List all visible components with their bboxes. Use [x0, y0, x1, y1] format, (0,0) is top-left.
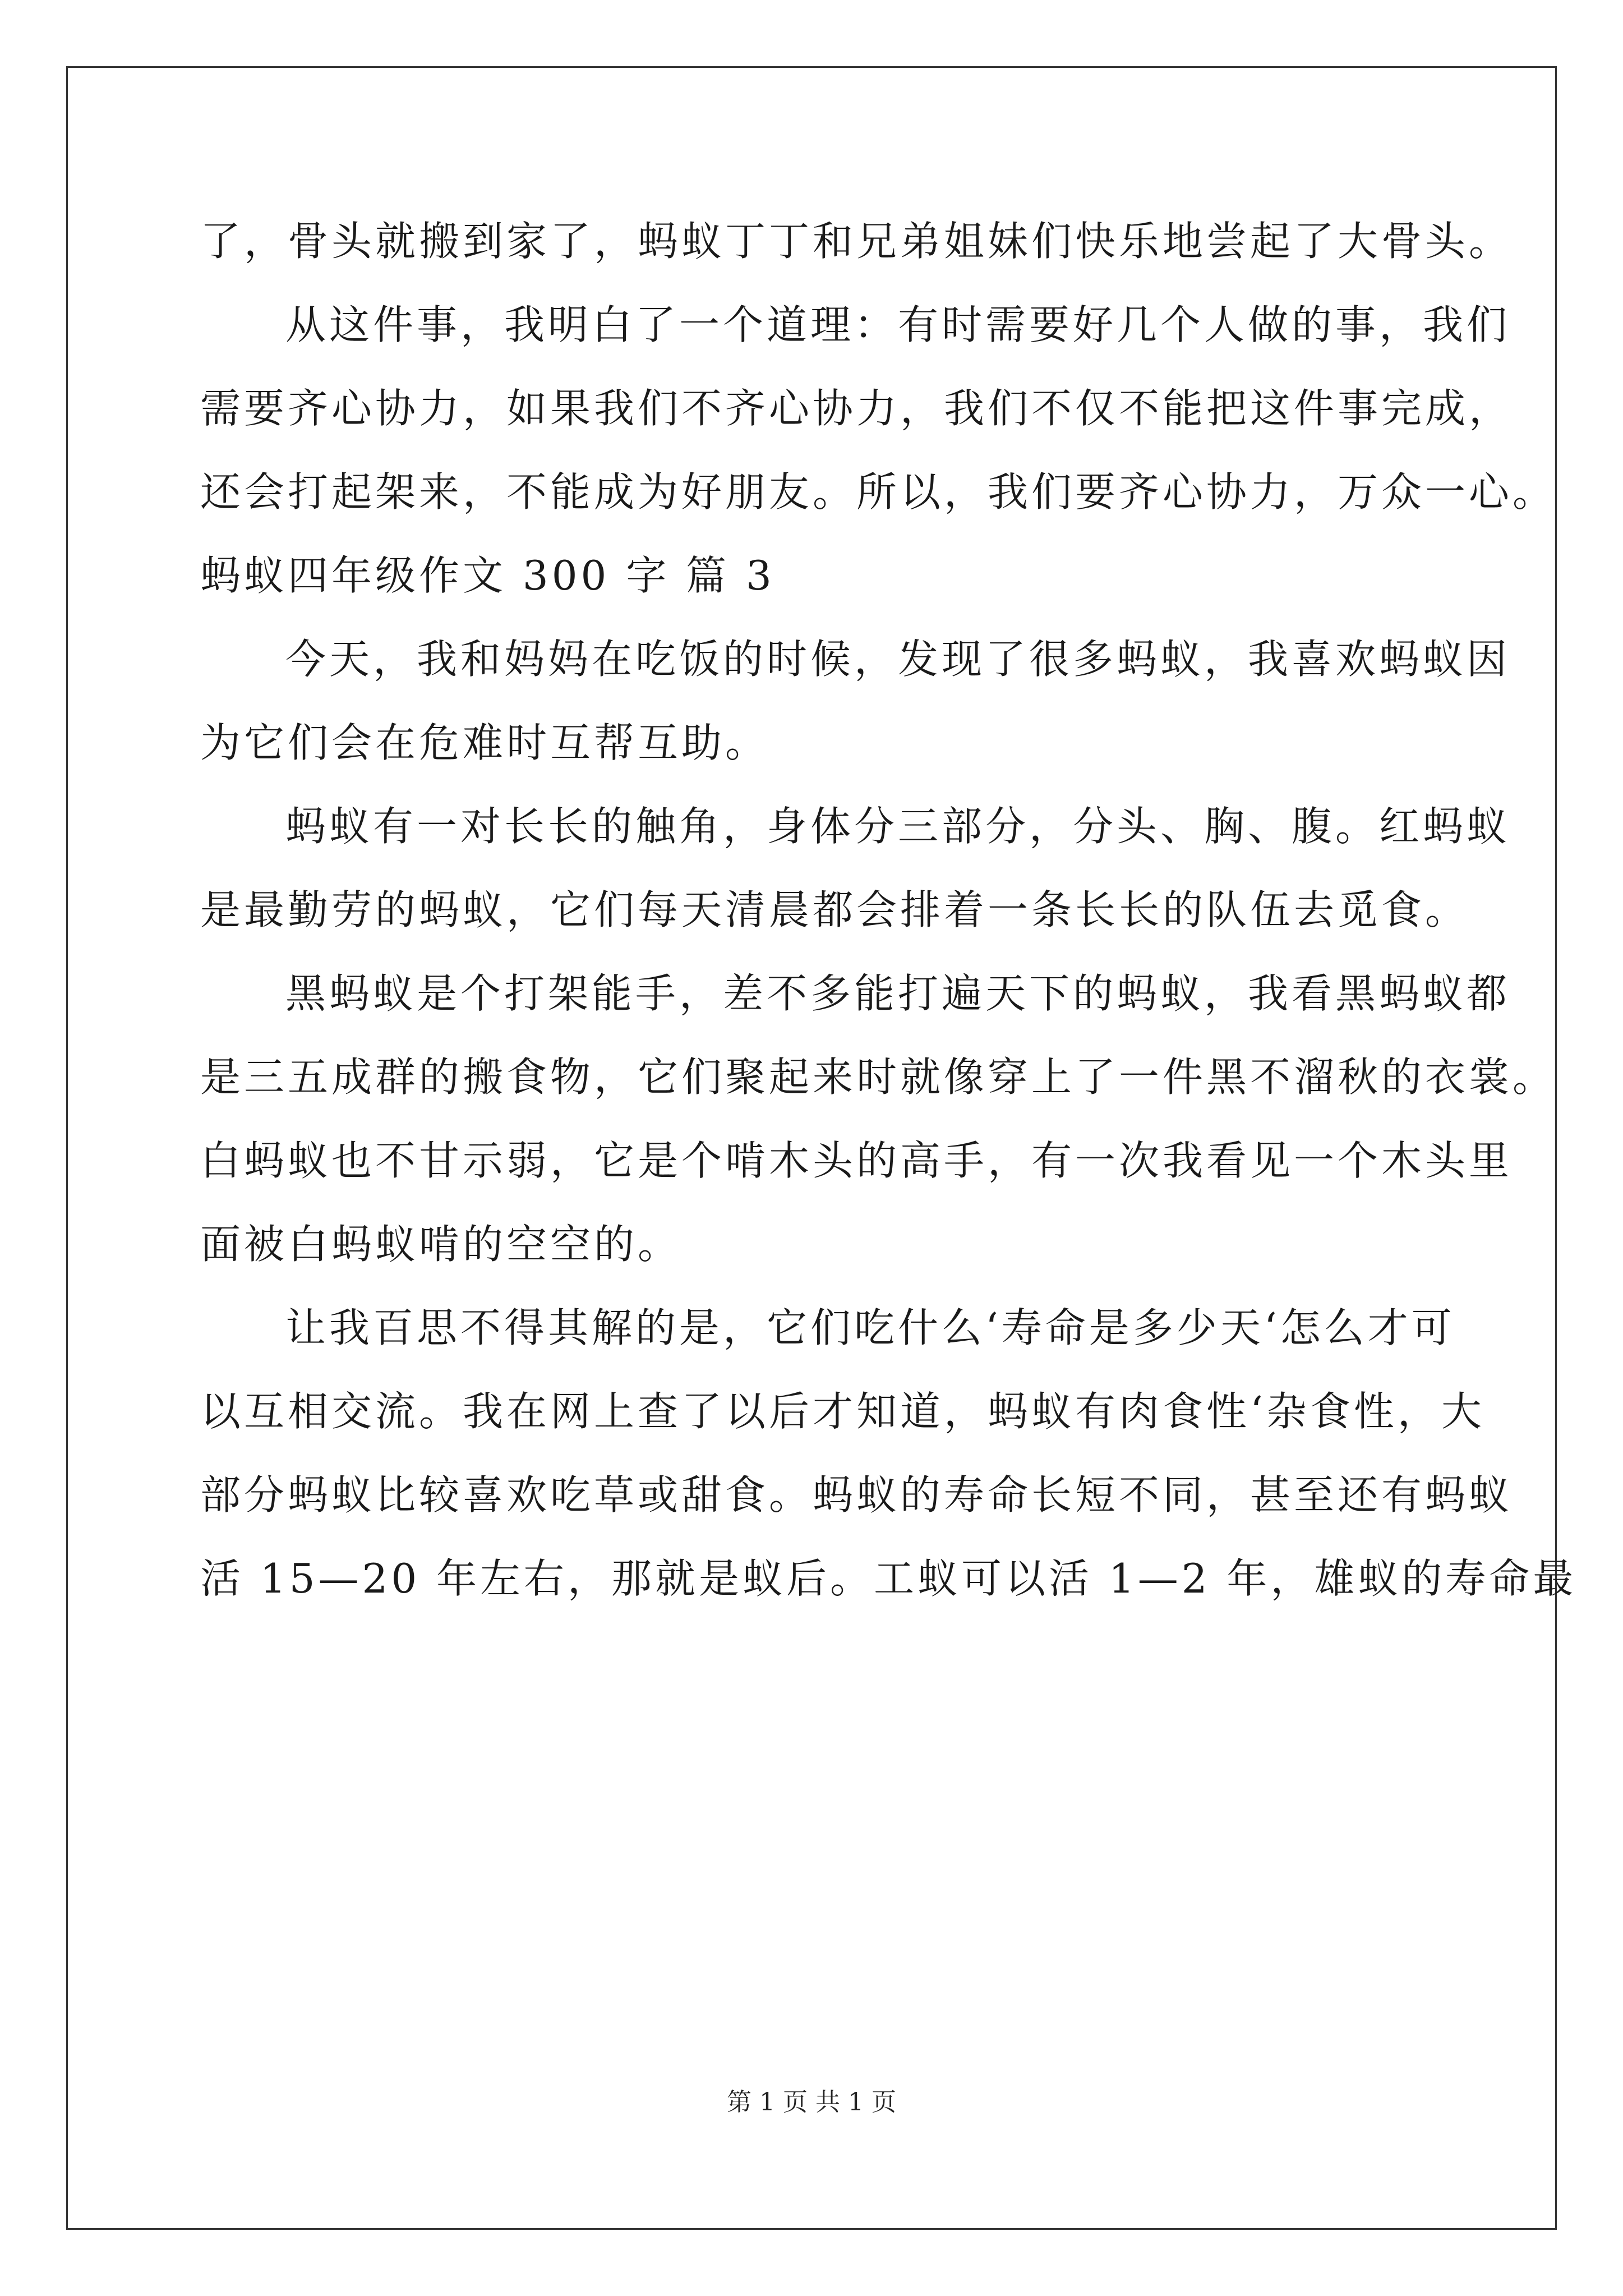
- section-heading: 蚂蚁四年级作文 300 字 篇 3: [200, 552, 775, 599]
- document-body: [200, 213, 1577, 1634]
- text-line: 为它们会在危难时互帮互助。: [200, 719, 769, 766]
- text-line: 从这件事，我明白了一个道理：有时需要好几个人做的事，我们: [285, 301, 1511, 348]
- text-line: 面被白蚂蚁啃的空空的。: [200, 1221, 682, 1268]
- text-line: 需要齐心协力，如果我们不齐心协力，我们不仅不能把这件事完成，: [200, 385, 1513, 432]
- text-line: 白蚂蚁也不甘示弱，它是个啃木头的高手，有一次我看见一个木头里: [200, 1137, 1513, 1184]
- text-line: 还会打起架来，不能成为好朋友。所以，我们要齐心协力，万众一心。: [200, 468, 1557, 516]
- text-line: 了，骨头就搬到家了，蚂蚁丁丁和兄弟姐妹们快乐地尝起了大骨头。: [200, 218, 1513, 265]
- page-footer: 第 1 页 共 1 页: [727, 2088, 896, 2116]
- text-line: 让我百思不得其解的是，它们吃什么‘寿命是多少天‘怎么才可: [285, 1304, 1455, 1351]
- text-line: 蚂蚁有一对长长的触角，身体分三部分，分头、胸、腹。红蚂蚁: [285, 803, 1511, 850]
- text-line: 黑蚂蚁是个打架能手，差不多能打遍天下的蚂蚁，我看黑蚂蚁都: [285, 970, 1511, 1017]
- text-line: 今天，我和妈妈在吃饭的时候，发现了很多蚂蚁，我喜欢蚂蚁因: [285, 636, 1511, 683]
- text-line: 是三五成群的搬食物，它们聚起来时就像穿上了一件黑不溜秋的衣裳。: [200, 1053, 1557, 1101]
- text-line: 以互相交流。我在网上查了以后才知道，蚂蚁有肉食性‘杂食性，大: [200, 1388, 1485, 1435]
- text-line: 是最勤劳的蚂蚁，它们每天清晨都会排着一条长长的队伍去觅食。: [200, 886, 1469, 933]
- text-line: 活 15—20 年左右，那就是蚁后。工蚁可以活 1—2 年，雄蚁的寿命最: [200, 1555, 1577, 1602]
- text-line: 部分蚂蚁比较喜欢吃草或甜食。蚂蚁的寿命长短不同，甚至还有蚂蚁: [200, 1471, 1513, 1519]
